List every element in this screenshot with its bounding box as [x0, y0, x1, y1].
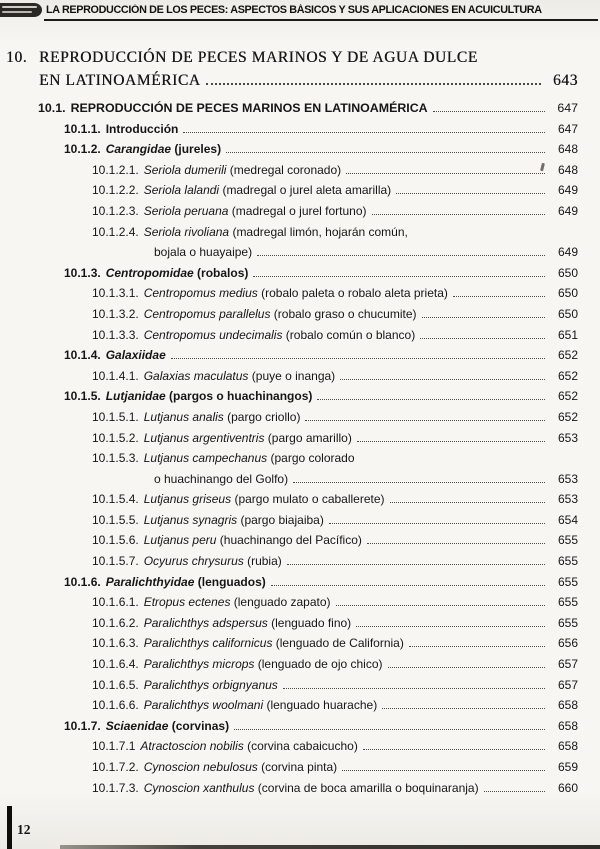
dot-leader — [226, 152, 545, 153]
toc-entry-title — [144, 366, 335, 387]
toc-entry — [6, 510, 578, 531]
toc-entry-line — [6, 530, 578, 551]
toc-entry — [6, 572, 578, 593]
toc-entry — [6, 654, 578, 675]
toc-title-text: (pargo amarillo) — [264, 430, 352, 445]
dot-leader — [234, 729, 545, 730]
toc-entry-number: 10.1.5.3. — [92, 451, 139, 466]
species-name: Etropus ectenes — [143, 595, 231, 610]
toc-title-text: (robalo graso o chucumite) — [270, 306, 417, 321]
species-name: Lutjanus griseus — [143, 492, 232, 507]
toc-entry — [6, 180, 578, 201]
toc-entry-line — [6, 695, 578, 716]
toc-entry-page: 657 — [557, 657, 578, 672]
bottom-scan-shadow — [60, 845, 600, 849]
toc-entry-page: 647 — [557, 101, 578, 115]
toc-entry — [6, 489, 578, 510]
species-name: Galaxias maculatus — [143, 368, 249, 383]
toc-entry-line — [6, 139, 578, 160]
toc-entry-page: 650 — [557, 286, 578, 301]
species-name: Paralichthys orbignyanus — [143, 677, 278, 692]
toc-entry-title — [144, 613, 351, 634]
toc-entry — [6, 119, 578, 140]
dot-leader — [409, 646, 545, 647]
toc-entry-line — [6, 263, 578, 284]
toc-entry-number: 10.1.2.1. — [92, 162, 139, 177]
toc-title-text: (huachinango del Pacífico) — [216, 533, 362, 548]
toc-entry — [6, 345, 578, 366]
toc-entry-title — [106, 139, 221, 160]
toc-entry-page: 654 — [557, 512, 578, 527]
toc-entry-number: 10.1.2. — [64, 142, 101, 157]
toc-title-text: (madregal o jurel fortuno) — [228, 203, 367, 218]
toc-entry-number: 10.1.3.2. — [92, 306, 139, 321]
toc-entry-number: 10.1.2.4. — [92, 224, 139, 239]
toc-entry-number: 10.1.5.7. — [92, 554, 139, 569]
toc-entry-title — [144, 325, 415, 346]
toc-entry-title — [106, 119, 179, 140]
dot-leader — [271, 585, 545, 586]
toc-entry-number: 10.1.1. — [64, 121, 101, 136]
toc-entry-line — [6, 778, 578, 799]
toc-entry — [6, 695, 578, 716]
dot-leader — [342, 770, 545, 771]
toc-entry-page: 653 — [557, 430, 578, 445]
toc-title-text: (rubia) — [243, 554, 282, 569]
toc-title-text: o huachinango del Golfo) — [154, 471, 289, 486]
toc-entry-line — [6, 304, 578, 325]
species-name: Seriola lalandi — [143, 183, 220, 198]
species-name: Seriola dumerili — [143, 162, 227, 177]
toc-chapter-line1 — [6, 46, 578, 69]
species-name: Lutjanus campechanus — [143, 451, 268, 466]
toc-entry-line — [6, 633, 578, 654]
toc-entry-title — [144, 695, 377, 716]
toc-entry-title — [154, 242, 252, 263]
toc-entry-number: 10.1.4.1. — [92, 368, 139, 383]
toc-entry — [6, 304, 578, 325]
toc-entry-title — [144, 551, 282, 572]
toc-entry-page: 658 — [557, 739, 578, 754]
toc-entry-number: 10.1.3. — [64, 265, 101, 280]
toc-entry-title — [144, 448, 355, 469]
dot-leader — [382, 708, 545, 709]
toc-entry-line — [6, 386, 578, 407]
table-of-contents — [6, 46, 578, 798]
toc-entry-page: 649 — [557, 183, 578, 198]
species-name: Centropomus parallelus — [143, 306, 271, 321]
toc-entry-title — [144, 633, 404, 654]
dot-leader — [206, 83, 541, 85]
toc-entry-line — [6, 654, 578, 675]
toc-entry-number: 10.1.7. — [64, 718, 101, 733]
toc-entry — [6, 613, 578, 634]
toc-entry — [6, 201, 578, 222]
toc-entry-number: 10.1.5.5. — [92, 512, 139, 527]
toc-entry-page: 653 — [557, 492, 578, 507]
dot-leader — [422, 317, 545, 318]
toc-entry-page: 659 — [557, 760, 578, 774]
toc-title-text: (robalo común o blanco) — [282, 327, 416, 342]
species-name: Galaxiidae — [105, 348, 166, 363]
toc-title-text: (lenguado zapato) — [230, 595, 331, 610]
toc-entry-line — [6, 592, 578, 613]
dot-leader — [171, 358, 545, 359]
toc-title-text: bojala o huayaipe) — [154, 245, 253, 260]
dot-leader — [367, 543, 545, 544]
dot-leader — [257, 255, 545, 256]
toc-entry-page: 649 — [557, 245, 578, 260]
toc-title-text: (pargo colorado — [267, 451, 355, 466]
toc-title-text: REPRODUCCIÓN DE PECES MARINOS EN LATINOAMÉRICA — [70, 101, 428, 115]
toc-entry-line — [6, 757, 578, 778]
toc-chapter — [6, 46, 578, 92]
dot-leader — [317, 399, 545, 400]
toc-chapter-number: 10. — [6, 49, 28, 66]
toc-entry-continuation — [6, 469, 578, 490]
toc-entry-title — [144, 283, 448, 304]
species-name: Sciaenidae — [105, 718, 169, 733]
toc-entry-number: 10.1.5.1. — [92, 409, 139, 424]
toc-entry-title — [140, 736, 357, 757]
toc-entry — [6, 366, 578, 387]
toc-entry — [6, 160, 578, 181]
species-name: Carangidae — [105, 142, 172, 157]
toc-entry-title — [144, 530, 362, 551]
toc-entry — [6, 633, 578, 654]
toc-title-text: (lenguado huarache) — [263, 698, 378, 713]
toc-entry-line — [6, 201, 578, 222]
toc-entry-number: 10.1.2.2. — [92, 183, 139, 198]
toc-entry-title — [144, 757, 337, 778]
toc-entry-line — [6, 407, 578, 428]
toc-entry-page: 655 — [557, 595, 578, 610]
species-name: Centropomidae — [105, 265, 194, 280]
dot-leader — [356, 626, 545, 627]
toc-entry-number: 10.1.6.1. — [92, 595, 139, 610]
dot-leader — [420, 338, 545, 339]
toc-entry-title — [144, 160, 341, 181]
toc-entry-line — [6, 489, 578, 510]
toc-entry-page: 655 — [557, 533, 578, 548]
species-name: Paralichthys microps — [143, 657, 255, 672]
toc-entry — [6, 222, 578, 263]
toc-entry-title — [144, 654, 383, 675]
toc-entry-line — [6, 448, 578, 469]
species-name: Centropomus medius — [143, 286, 258, 301]
toc-entry-line — [6, 222, 578, 243]
dot-leader — [336, 605, 545, 606]
toc-entry-title — [144, 304, 417, 325]
toc-entry-title — [106, 716, 229, 737]
toc-entry-page: 649 — [557, 203, 578, 218]
toc-title-text: (pargo criollo) — [223, 409, 301, 424]
species-name: Atractoscion nobilis — [140, 739, 244, 754]
toc-entry-line — [6, 510, 578, 531]
toc-entry — [6, 675, 578, 696]
toc-entry-page: 656 — [557, 636, 578, 651]
toc-title-text: (robalo paleta o robalo aleta prieta) — [257, 286, 448, 301]
toc-entry-line — [6, 613, 578, 634]
toc-entry-page: 652 — [557, 348, 578, 363]
toc-entry-number: 10.1.6.6. — [92, 698, 139, 713]
toc-entry — [6, 283, 578, 304]
species-name: Seriola peruana — [143, 203, 229, 218]
toc-entries — [6, 98, 578, 798]
toc-chapter-page: 643 — [552, 72, 578, 89]
toc-entry — [6, 551, 578, 572]
dot-leader — [340, 379, 545, 380]
toc-chapter-title: REPRODUCCIÓN DE PECES MARINOS Y DE AGUA DULCE — [39, 49, 478, 66]
toc-entry — [6, 407, 578, 428]
toc-entry-continuation — [6, 242, 578, 263]
toc-entry-page: 652 — [557, 409, 578, 424]
dot-leader — [357, 441, 545, 442]
dot-leader — [283, 688, 545, 689]
toc-title-text: (lenguados) — [194, 574, 266, 589]
toc-entry-page: 660 — [557, 780, 578, 795]
toc-entry — [6, 428, 578, 449]
toc-entry-page: 652 — [557, 368, 578, 383]
species-name: Centropomus undecimalis — [143, 327, 283, 342]
dot-leader — [253, 276, 545, 277]
toc-entry-page: 655 — [557, 574, 578, 589]
toc-entry — [6, 98, 578, 119]
toc-entry-page: 648 — [557, 162, 578, 177]
dot-leader — [293, 482, 545, 483]
toc-entry — [6, 778, 578, 799]
species-name: Cynoscion nebulosus — [143, 760, 258, 774]
dot-leader — [346, 173, 545, 174]
toc-title-text: (corvina pinta) — [257, 760, 338, 774]
toc-entry-number: 10.1.6. — [64, 574, 101, 589]
toc-entry-number: 10.1.7.1 — [92, 739, 136, 754]
toc-entry-number: 10.1.4. — [64, 348, 101, 363]
toc-title-text: (lenguado de California) — [272, 636, 404, 651]
toc-entry-line — [6, 716, 578, 737]
toc-entry-number: 10.1.5.4. — [92, 492, 139, 507]
toc-entry-line — [6, 572, 578, 593]
toc-entry — [6, 757, 578, 778]
toc-chapter-title-cont: EN LATINOAMÉRICA — [39, 72, 201, 89]
toc-entry-title — [144, 489, 385, 510]
toc-entry-title — [144, 510, 324, 531]
toc-entry-line — [6, 366, 578, 387]
toc-title-text: (madregal limón, hojarán común, — [229, 224, 408, 239]
toc-entry-title — [144, 675, 278, 696]
toc-entry — [6, 448, 578, 489]
toc-title-text: (pargo mulato o caballerete) — [231, 492, 385, 507]
species-name: Paralichthys californicus — [143, 636, 273, 651]
toc-entry-number: 10.1.6.2. — [92, 615, 139, 630]
toc-entry-page: 650 — [557, 265, 578, 280]
dot-leader — [484, 791, 545, 792]
toc-title-text: (pargos o huachinangos) — [165, 389, 313, 404]
toc-title-text: (jureles) — [171, 142, 222, 157]
dot-leader — [183, 132, 545, 133]
species-name: Paralichthys adspersus — [143, 615, 268, 630]
species-name: Lutjanus analis — [143, 409, 224, 424]
toc-entry-line — [6, 736, 578, 757]
toc-entry-number: 10.1.7.2. — [92, 760, 139, 774]
toc-title-text: (medregal coronado) — [226, 162, 342, 177]
toc-entry-number: 10.1.7.3. — [92, 780, 139, 795]
toc-entry — [6, 386, 578, 407]
toc-entry-line — [6, 551, 578, 572]
toc-entry — [6, 139, 578, 160]
toc-entry-page: 648 — [557, 142, 578, 157]
toc-entry-title — [144, 407, 301, 428]
footer-page-number: 12 — [17, 822, 31, 837]
species-name: Lutjanus peru — [143, 533, 217, 548]
toc-entry-line — [6, 345, 578, 366]
dot-leader — [388, 667, 545, 668]
species-name: Lutjanus synagris — [143, 512, 238, 527]
toc-entry-title — [106, 386, 313, 407]
toc-entry — [6, 325, 578, 346]
toc-entry-title — [154, 469, 288, 490]
toc-entry-line — [6, 160, 578, 181]
toc-title-text: (pargo biajaiba) — [237, 512, 324, 527]
toc-entry-number: 10.1.2.3. — [92, 203, 139, 218]
toc-entry-number: 10.1.3.1. — [92, 286, 139, 301]
toc-entry-page: 651 — [557, 327, 578, 342]
toc-entry-number: 10.1. — [38, 101, 66, 115]
toc-entry-line — [6, 675, 578, 696]
toc-entry — [6, 592, 578, 613]
publisher-logo-icon — [0, 3, 42, 17]
toc-entry — [6, 736, 578, 757]
species-name: Cynoscion xanthulus — [143, 780, 255, 795]
dot-leader — [433, 111, 545, 112]
toc-entry — [6, 530, 578, 551]
species-name: Lutjanidae — [105, 389, 166, 404]
toc-entry-number: 10.1.6.5. — [92, 677, 139, 692]
species-name: Paralichthyidae — [105, 574, 195, 589]
species-name: Paralichthys woolmani — [143, 698, 264, 713]
toc-entry-page: 652 — [557, 389, 578, 404]
toc-entry-page: 655 — [557, 554, 578, 569]
toc-title-text: (lenguado de ojo chico) — [254, 657, 383, 672]
dot-leader — [453, 296, 545, 297]
running-header-title: LA REPRODUCCIÓN DE LOS PECES: ASPECTOS BÁSICOS Y SUS APLICACIONES EN ACUICULTURA — [46, 4, 542, 16]
toc-title-text: (madregal o jurel aleta amarilla) — [219, 183, 392, 198]
toc-entry-number: 10.1.5.2. — [92, 430, 139, 445]
toc-entry-number: 10.1.6.3. — [92, 636, 139, 651]
dot-leader — [372, 214, 545, 215]
dot-leader — [305, 420, 545, 421]
footer-edge-bar — [7, 806, 12, 849]
toc-entry-page: 650 — [557, 306, 578, 321]
toc-entry-page: 658 — [557, 698, 578, 713]
dot-leader — [329, 523, 545, 524]
toc-entry-number: 10.1.5. — [64, 389, 101, 404]
toc-title-text: (robalos) — [193, 265, 249, 280]
toc-entry-line — [6, 283, 578, 304]
toc-entry-page: 657 — [557, 677, 578, 692]
toc-entry — [6, 263, 578, 284]
toc-title-text: (corvinas) — [168, 718, 230, 733]
species-name: Seriola rivoliana — [143, 224, 230, 239]
toc-entry-page: 647 — [557, 121, 578, 136]
toc-entry-title — [106, 263, 249, 284]
species-name: Ocyurus chrysurus — [143, 554, 244, 569]
toc-entry-line — [6, 325, 578, 346]
toc-title-text: (puye o inanga) — [248, 368, 336, 383]
toc-entry-title — [106, 572, 266, 593]
toc-entry-title — [144, 222, 408, 243]
toc-title-text: (corvina cabaicucho) — [243, 739, 358, 754]
toc-entry-page: 658 — [557, 718, 578, 733]
toc-title-text: (corvina de boca amarilla o boquinaranja) — [254, 780, 479, 795]
toc-entry-number: 10.1.6.4. — [92, 657, 139, 672]
species-name: Lutjanus argentiventris — [143, 430, 265, 445]
dot-leader — [363, 749, 545, 750]
toc-entry-title — [144, 180, 391, 201]
toc-entry-page: 653 — [557, 471, 578, 486]
toc-entry-title — [144, 201, 367, 222]
toc-entry-title — [144, 428, 352, 449]
toc-entry-line — [6, 119, 578, 140]
toc-entry-page: 655 — [557, 615, 578, 630]
dot-leader — [287, 564, 545, 565]
toc-entry-line — [6, 98, 578, 119]
dot-leader — [396, 193, 545, 194]
dot-leader — [390, 502, 545, 503]
toc-entry-line — [6, 180, 578, 201]
header-rule — [44, 19, 598, 21]
toc-entry-title — [106, 345, 166, 366]
toc-entry-title — [71, 98, 428, 119]
toc-entry-number: 10.1.5.6. — [92, 533, 139, 548]
toc-entry-title — [144, 592, 331, 613]
toc-entry — [6, 716, 578, 737]
toc-entry-number: 10.1.3.3. — [92, 327, 139, 342]
toc-chapter-line2 — [6, 69, 578, 92]
toc-title-text: Introducción — [105, 121, 179, 136]
toc-title-text: (lenguado fino) — [267, 615, 352, 630]
toc-entry-title — [144, 778, 479, 799]
toc-entry-line — [6, 428, 578, 449]
